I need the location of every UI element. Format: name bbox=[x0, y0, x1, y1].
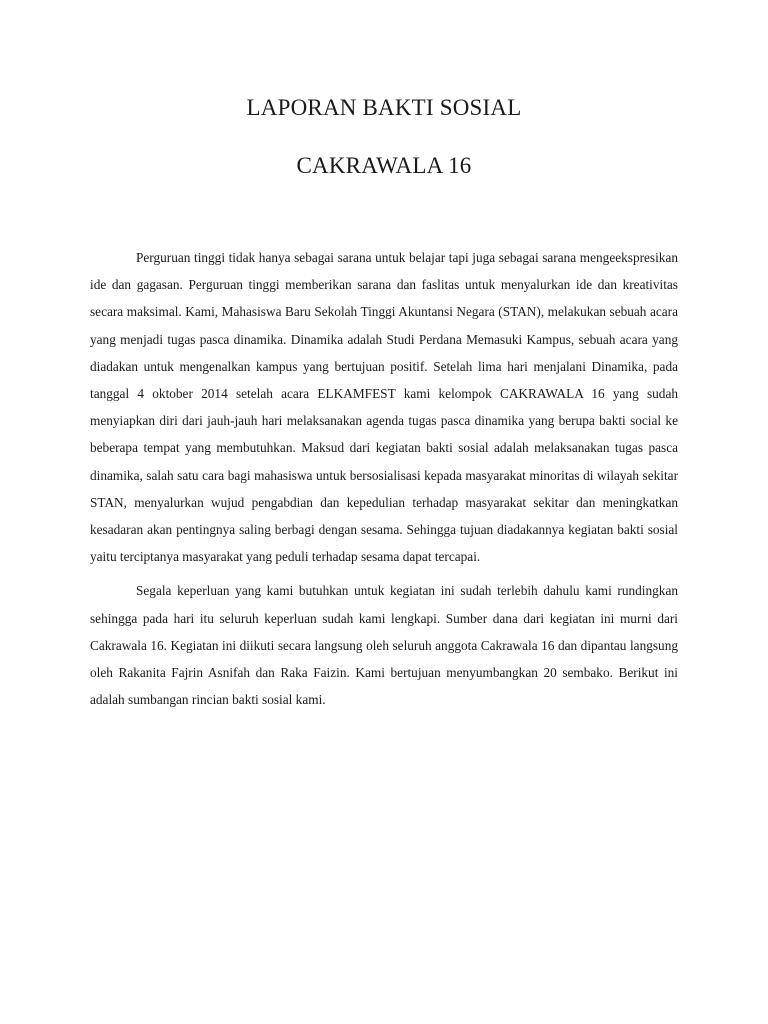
document-title: LAPORAN BAKTI SOSIAL bbox=[246, 95, 522, 120]
body-paragraph-2: Segala keperluan yang kami butuhkan untuk kegiatan ini sudah terlebih dahulu kami rundingkan sehingga pada hari itu seluruh keperluan sudah kami lengkapi. Sumber dana dari kegiatan ini murni dari Cakrawala 16. Kegiatan ini diikuti secara langsung oleh seluruh anggota Cakrawala 16 dan dipantau langsung oleh Rakanita Fajrin Asnifah dan Raka Faizin. Kami bertujuan menyumbangkan 20 sembako. Berikut ini adalah sumbangan rincian bakti sosial kami. bbox=[90, 583, 678, 708]
body-paragraph-1: Perguruan tinggi tidak hanya sebagai sarana untuk belajar tapi juga sebagai sarana mengeekspresikan ide dan gagasan. Perguruan tinggi memberikan sarana dan faslitas untuk menyalurkan ide dan kreativitas secara maksimal. Kami, Mahasiswa Baru Sekolah Tinggi Akuntansi Negara (STAN), melakukan sebuah acara yang menjadi tugas pasca dinamika. Dinamika adalah Studi Perdana Memasuki Kampus, sebuah acara yang diadakan untuk mengenalkan kampus yang bertujuan positif. Setelah lima hari menjalani Dinamika, pada tanggal 4 oktober 2014 setelah acara ELKAMFEST kami kelompok CAKRAWALA 16 yang sudah menyiapkan diri dari jauh-jauh hari melaksanakan agenda tugas pasca dinamika yang berupa bakti social ke beberapa tempat yang membutuhkan. Maksud dari kegiatan bakti sosial adalah melaksanakan tugas pasca dinamika, salah satu cara bagi mahasiswa untuk bersosialisasi kepada masyarakat minoritas di wilayah sekitar STAN, menyalurkan wujud pengabdian dan kepedulian terhadap masyarakat sekitar dan meningkatkan kesadaran akan pentingnya saling berbagi dengan sesama. Sehingga tujuan diadakannya kegiatan bakti sosial yaitu terciptanya masyarakat yang peduli terhadap sesama dapat tercapai. bbox=[90, 250, 678, 565]
document-body bbox=[90, 244, 678, 713]
document-subtitle: CAKRAWALA 16 bbox=[296, 153, 472, 178]
